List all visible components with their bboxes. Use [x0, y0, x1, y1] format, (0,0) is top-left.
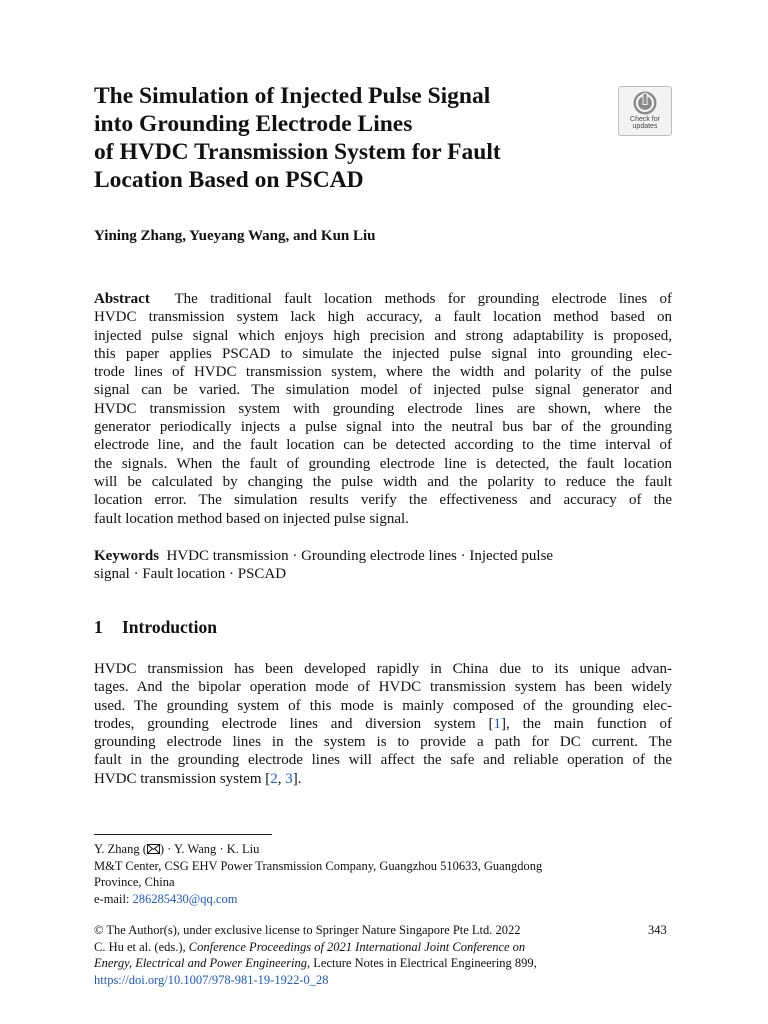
doi-link[interactable]: https://doi.org/10.1007/978-981-19-1922-0_28 — [94, 973, 329, 988]
citation-link[interactable]: 1 — [493, 715, 502, 732]
email-label: e-mail: — [94, 892, 133, 907]
abstract-line: injected pulse signal which enjoys high precision and strong adaptability is proposed, — [94, 327, 672, 344]
proceedings-title: Conference Proceedings of 2021 International Joint Conference on — [188, 939, 526, 954]
footnote-text: Y. Zhang ( — [94, 842, 147, 856]
abstract-line: trode lines of HVDC transmission system, where the width and polarity of the pulse — [94, 364, 672, 381]
abstract-line: location error. The simulation results verify the effectiveness and accuracy of the — [94, 492, 672, 509]
keywords-text: HVDC transmission · Grounding electrode lines · Injected pulse — [166, 548, 554, 564]
abstract-line: will be calculated by changing the pulse width and the polarity to reduce the fault — [94, 473, 672, 490]
section-number: 1 — [94, 617, 103, 637]
abstract-line: signal can be varied. The simulation model of injected pulse signal generator and — [94, 382, 672, 399]
author-footnote — [94, 841, 672, 908]
check-for-updates-badge[interactable] — [618, 86, 672, 136]
abstract — [94, 290, 672, 528]
introduction-paragraph — [94, 660, 672, 788]
intro-line: grounding electrode lines in the system is to provide a path for DC current. The — [94, 734, 672, 751]
intro-line: tages. And the bipolar operation mode of HVDC transmission system has been widely — [94, 679, 672, 696]
crossmark-label: updates — [632, 123, 658, 130]
abstract-line: this paper applies PSCAD to simulate the injected pulse signal into grounding elec- — [94, 345, 672, 362]
intro-line: used. The grounding system of this mode is mainly composed of the grounding elec- — [94, 697, 672, 714]
author-list: Yining Zhang, Yueyang Wang, and Kun Liu — [94, 228, 376, 244]
footnote-divider — [94, 834, 272, 835]
copyright-text: , Lecture Notes in Electrical Engineering 899, — [307, 956, 537, 971]
citation-link[interactable]: 3 — [285, 770, 293, 787]
email-line — [94, 891, 672, 908]
intro-text: trodes, grounding electrode lines and diversion system [ — [94, 715, 494, 732]
intro-line — [94, 715, 672, 733]
abstract-line — [94, 290, 672, 308]
title-line: Location Based on PSCAD — [94, 167, 364, 193]
abstract-line: generator periodically injects a pulse signal into the neutral bus bar of the grounding — [94, 419, 672, 436]
email-link[interactable]: 286285430@qq.com — [132, 892, 238, 907]
envelope-icon[interactable] — [147, 844, 160, 854]
citation-line — [94, 939, 624, 956]
keywords-label: Keywords — [94, 548, 159, 564]
keywords-line — [94, 547, 672, 565]
abstract-line: HVDC transmission system with grounding electrode lines are shown, where the — [94, 400, 672, 417]
intro-line — [94, 770, 672, 788]
title-line: of HVDC Transmission System for Fault — [94, 139, 501, 165]
copyright-block — [94, 922, 624, 989]
title-line: into Grounding Electrode Lines — [94, 111, 413, 137]
copyright-line: © The Author(s), under exclusive license to Springer Nature Singapore Pte Ltd. 2022 — [94, 923, 521, 937]
affiliation-line: Province, China — [94, 875, 175, 890]
intro-text: HVDC transmission system [ — [94, 770, 271, 787]
section-heading — [94, 617, 217, 638]
copyright-text: C. Hu et al. (eds.), — [94, 939, 189, 954]
page-number: 343 — [648, 923, 667, 937]
abstract-label: Abstract — [94, 291, 150, 307]
footnote-authors — [94, 841, 672, 858]
abstract-line: HVDC transmission system lack high accuracy, a fault location method based on — [94, 309, 672, 326]
abstract-line: electrode line, and the fault location can be detected according to the time interval of — [94, 437, 672, 454]
keywords-line: signal · Fault location · PSCAD — [94, 566, 287, 583]
section-title: Introduction — [122, 617, 217, 637]
intro-text: ], the main function of — [501, 715, 672, 732]
affiliation-line: M&T Center, CSG EHV Power Transmission Company, Guangzhou 510633, Guangdong — [94, 858, 543, 873]
intro-line: HVDC transmission has been developed rapidly in China due to its unique advan- — [94, 661, 672, 677]
abstract-line: fault location method based on injected pulse signal. — [94, 510, 409, 527]
abstract-line: the signals. When the fault of grounding electrode line is detected, the fault location — [94, 455, 672, 472]
abstract-text: The traditional fault location methods for grounding electrode lines of — [174, 291, 673, 307]
keywords — [94, 547, 672, 584]
citation-line — [94, 955, 624, 972]
title-line: The Simulation of Injected Pulse Signal — [94, 83, 491, 109]
crossmark-label: Check for — [630, 116, 660, 123]
intro-line: fault in the grounding electrode lines will affect the safe and reliable operation of the — [94, 752, 672, 769]
doi-line — [94, 972, 624, 989]
paper-title — [94, 82, 614, 194]
citation-link[interactable]: 2 — [270, 770, 278, 787]
proceedings-title: Energy, Electrical and Power Engineering — [94, 956, 308, 971]
intro-text: , — [277, 770, 286, 787]
footnote-text: ) · Y. Wang · K. Liu — [159, 842, 260, 856]
crossmark-icon — [632, 90, 658, 116]
intro-text: ]. — [292, 770, 302, 787]
